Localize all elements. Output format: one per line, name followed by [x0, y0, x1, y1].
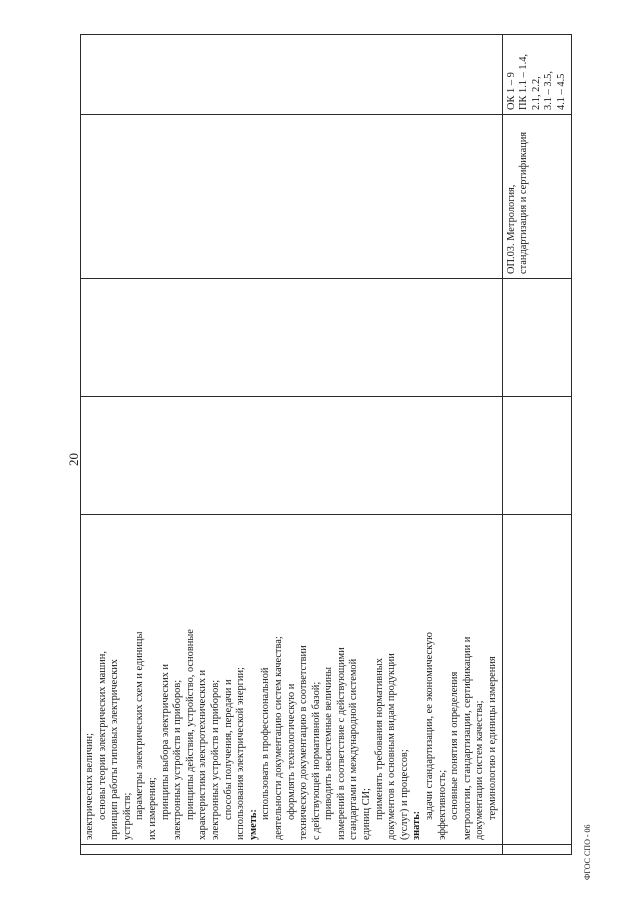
skills-text-line: устройств;: [121, 792, 133, 840]
skills-text-line: (услуг) и процессов;: [398, 749, 410, 840]
skills-text-line: принципы выбора электрических и: [159, 664, 171, 820]
hours-cell-3: [502, 397, 571, 515]
skills-text-line: основы теории электрических машин,: [96, 651, 108, 820]
competency-line: ОК 1 – 9: [505, 72, 517, 110]
discipline-cell: [502, 115, 571, 279]
skills-text-line: использовать в профессиональной: [260, 667, 272, 820]
hours-cell-1: [81, 397, 503, 515]
skills-text-line: приводить несистемные величины: [323, 667, 335, 820]
competency-cell: [502, 35, 571, 115]
skills-text-line: основные понятия и определения: [449, 671, 461, 820]
competency-line: ПК 1.1 – 1.4,: [518, 54, 530, 110]
skills-text-line: знать:: [411, 810, 423, 840]
discipline-cell-empty: [81, 115, 503, 279]
skills-text-line: параметры электрических схем и единицы: [134, 631, 146, 820]
skills-text-line: единиц СИ;: [361, 788, 373, 840]
rotated-table-sheet: [80, 45, 567, 855]
skills-text-line: задачи стандартизации, ее экономическую: [424, 632, 436, 820]
skills-text-line: документации систем качества;: [474, 700, 486, 840]
skills-text-line: принцип работы типовых электрических: [109, 659, 121, 840]
hours-cell-4: [502, 279, 571, 397]
skills-text-line: уметь:: [247, 809, 259, 840]
index-cell-2: [502, 845, 571, 855]
skills-text-line: электрических величин;: [84, 733, 95, 840]
competency-line: 4.1 – 4.5: [555, 73, 567, 110]
skills-text-line: с действующей нормативной базой;: [310, 681, 322, 840]
table-row-2: [502, 35, 571, 855]
skills-text-line: электронных устройств и приборов;: [209, 679, 221, 840]
competency-line: 3.1 – 3.5,: [543, 71, 555, 110]
curriculum-table: [80, 34, 572, 855]
skills-cell-2: [502, 515, 571, 845]
discipline-name: ОП.03. Метрология, стандартизация и сертификация: [505, 131, 530, 274]
skills-text-line: электронных устройств и приборов;: [172, 679, 184, 840]
competency-line: 2.1, 2.2,: [530, 76, 542, 110]
skills-text-line: техническую документацию в соответствии: [298, 645, 310, 840]
skills-text-line: способы получения, передачи и: [222, 679, 234, 820]
skills-text-line: деятельности документацию систем качества;: [272, 636, 284, 840]
skills-text-line: характеристики электротехнических и: [197, 669, 209, 840]
footer-label: ФГОС СПО - 06: [583, 824, 592, 880]
skills-text-line: измерений в соответствие с действующими: [335, 647, 347, 840]
hours-cell-2: [81, 279, 503, 397]
table-row-1: [81, 35, 503, 855]
skills-text-line: применять требования нормативных: [373, 658, 385, 820]
skills-text-line: метрологии, стандартизации, сертификации и: [461, 636, 473, 840]
skills-text-line: их измерения;: [146, 777, 158, 840]
skills-text-line: терминологию и единицы измерения: [487, 656, 498, 820]
skills-text-line: стандартами и международной системой: [348, 658, 360, 840]
skills-text-line: использования электрической энергии;: [235, 667, 247, 840]
skills-text-line: принципы действия, устройство, основные: [184, 629, 196, 820]
competency-cell-empty: [81, 35, 503, 115]
skills-knowledge-cell: [81, 515, 503, 845]
skills-text-line: эффективность;: [436, 769, 448, 840]
index-cell: [81, 845, 503, 855]
skills-text: [84, 519, 500, 840]
skills-text-line: оформлять технологическую и: [285, 683, 297, 820]
skills-text-line: документов к основным видам продукции: [386, 653, 398, 840]
page-number: 20: [66, 453, 81, 466]
